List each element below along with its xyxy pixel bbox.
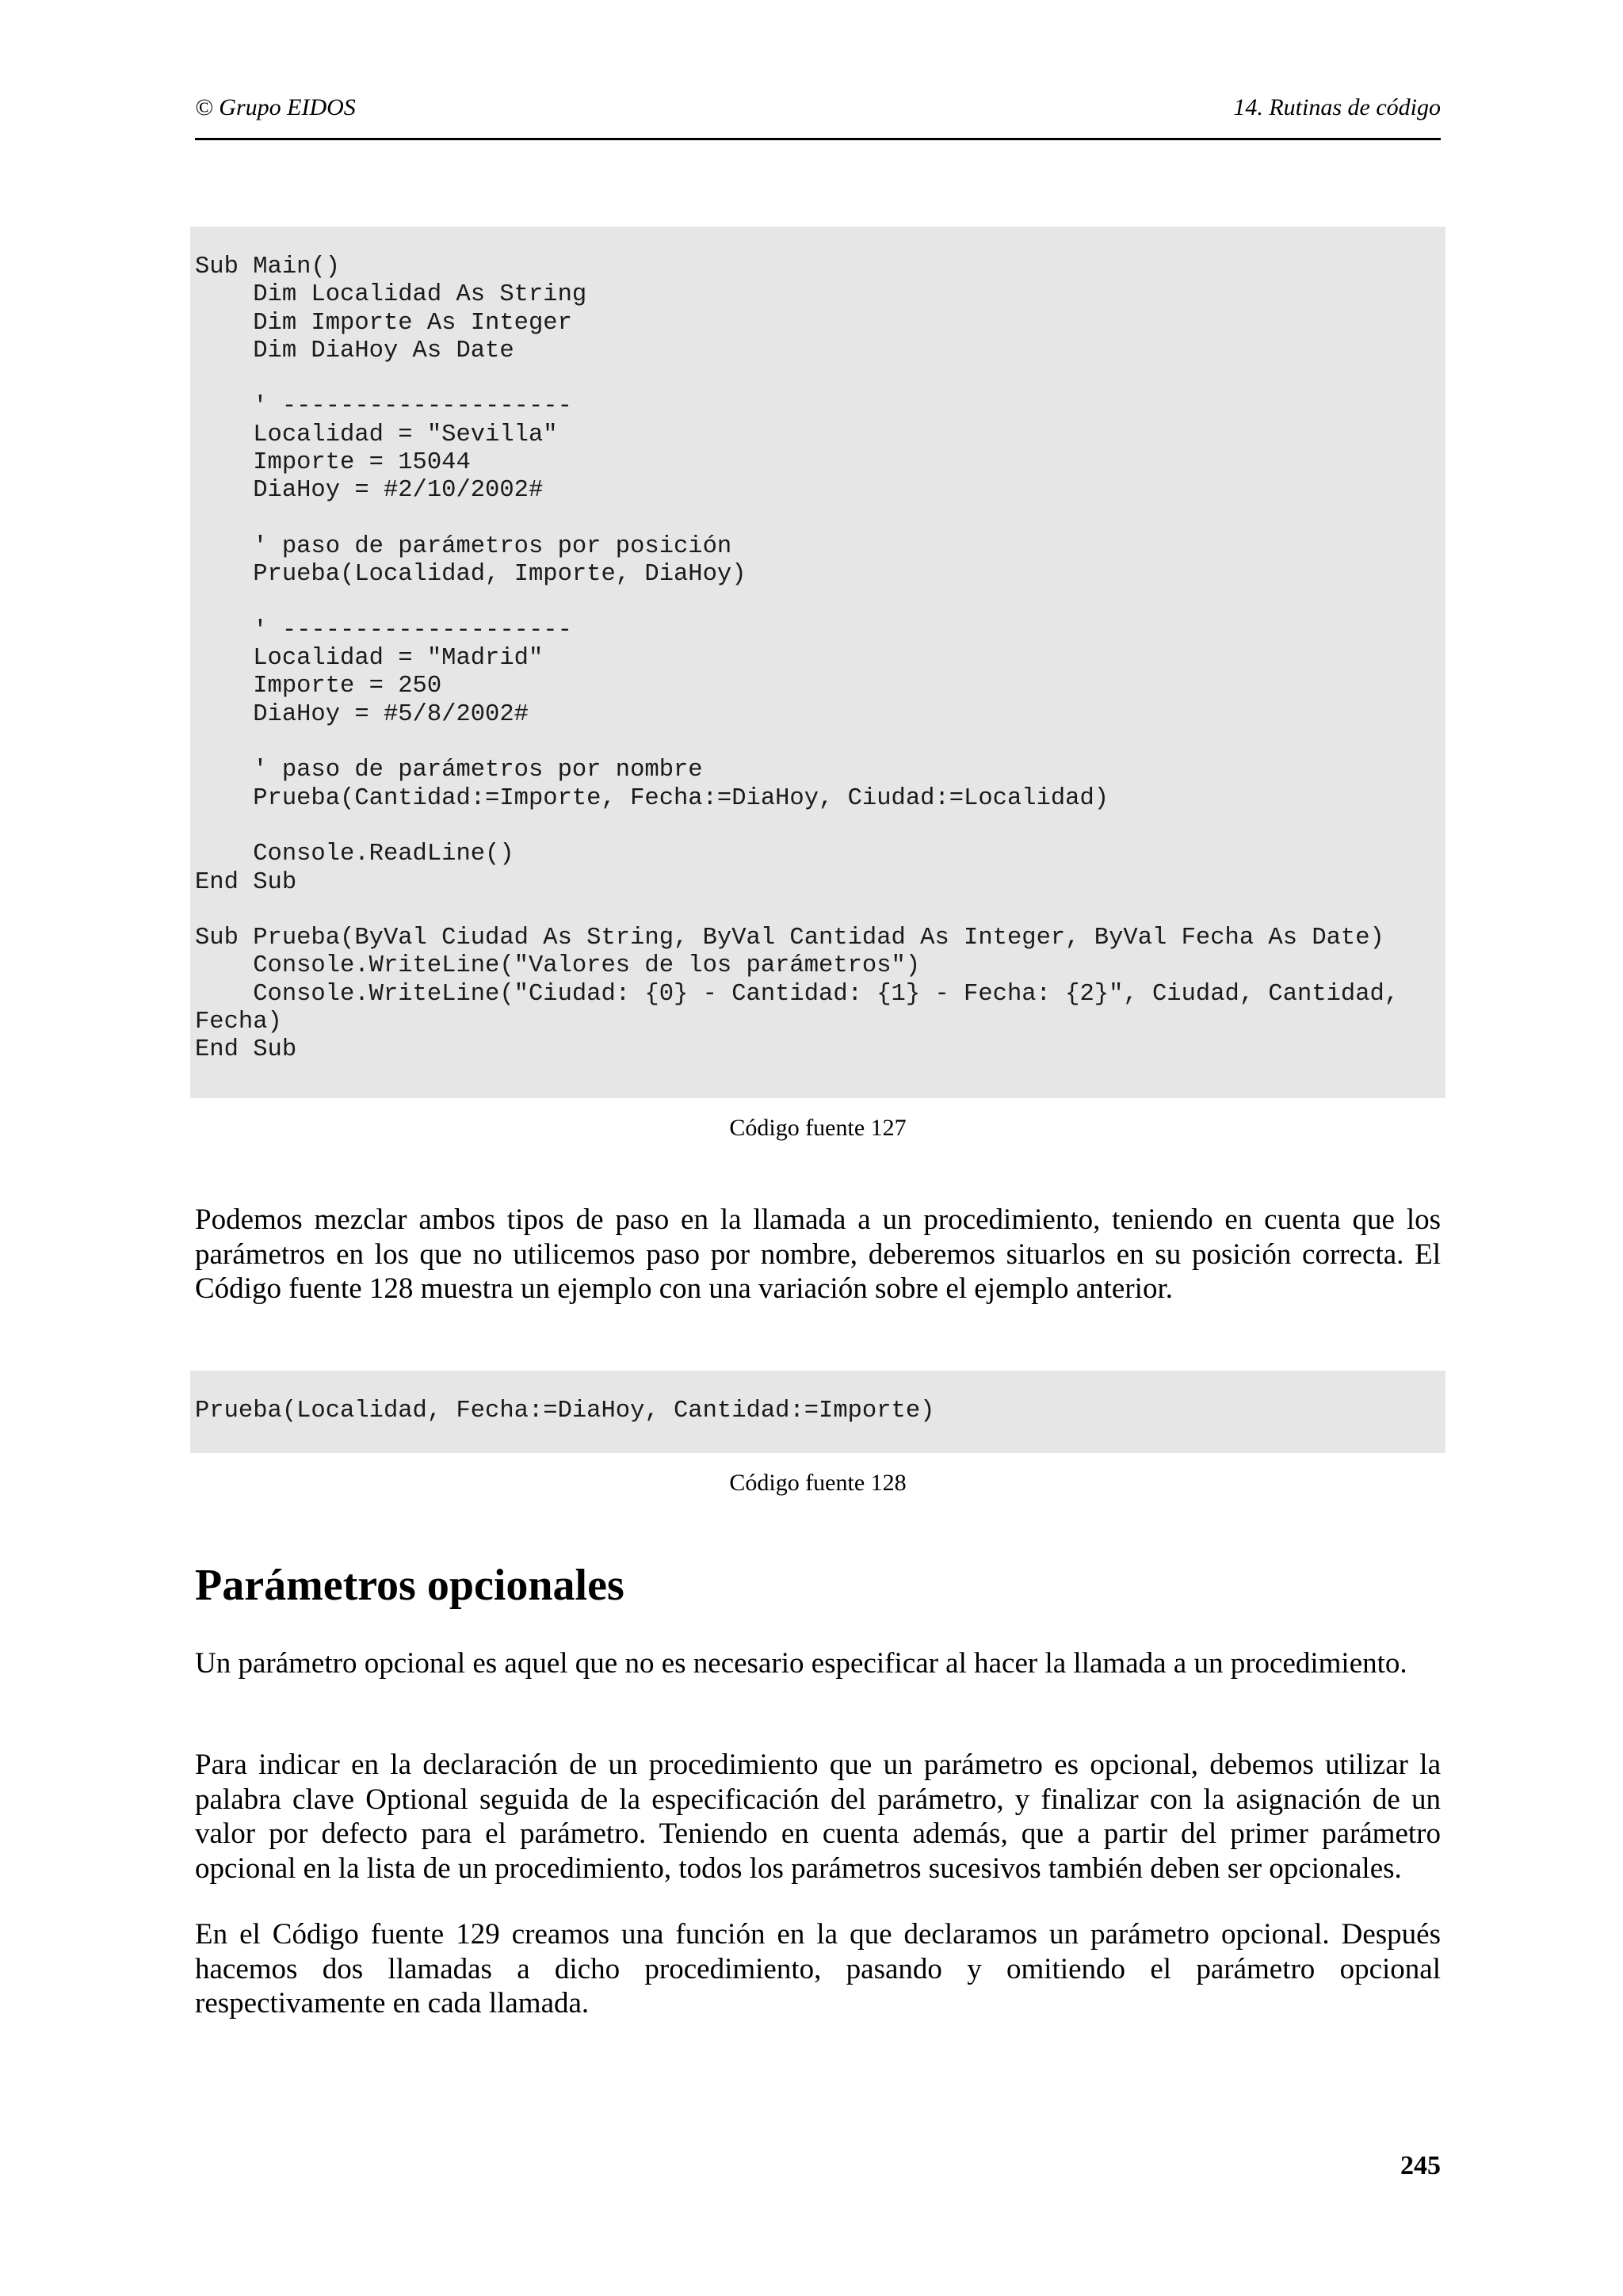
running-header-chapter: 14. Rutinas de código: [1233, 94, 1441, 120]
code-caption-128: Código fuente 128: [729, 1470, 907, 1496]
page-number: 245: [1400, 2151, 1441, 2180]
running-header-publisher: © Grupo EIDOS: [195, 94, 356, 120]
code-listing-128: Prueba(Localidad, Fecha:=DiaHoy, Cantidad:=Importe): [195, 1398, 935, 1425]
code-block-127: [190, 227, 1445, 1098]
paragraph-optional-definition: Un parámetro opcional es aquel que no es necesario especificar al hacer la llamada a un procedimiento.: [195, 1647, 1407, 1680]
code-block-128: [190, 1371, 1445, 1453]
code-caption-127: Código fuente 127: [729, 1115, 907, 1141]
section-heading: Parámetros opcionales: [195, 1561, 624, 1610]
header-rule: [195, 138, 1441, 140]
code-listing-127: Sub Main() Dim Localidad As String Dim Importe As Integer Dim DiaHoy As Date ' -------------------- Localidad = "Sevilla" Importe = 15044 DiaHoy = #2/10/2002# ' paso de parámetros por posición Prueba(Localidad, Importe, DiaHoy) ' -------------------- Localidad = "Madrid" Importe = 250 DiaHoy = #5/8/2002# ' paso de parámetros por nombre Prueba(Cantidad:=Importe, Fecha:=DiaHoy, Ciudad:=Localidad) Console.ReadLine() End Sub Sub Prueba(ByVal Ciudad As String, ByVal Cantidad As Integer, ByVal Fecha As Date) Console.WriteLine("Valores de los parámetros") Console.WriteLine("Ciudad: {0} - Cantidad: {1} - Fecha: {2}", Ciudad, Cantidad, Fecha) End Sub: [195, 254, 1400, 1064]
paragraph-mixed-passing: Podemos mezclar ambos tipos de paso en la llamada a un procedimiento, teniendo en cuenta que los parámetros en los que no utilicemos paso por nombre, deberemos situarlos en su posición correcta. El Código fuente 128 muestra un ejemplo con una variación sobre el ejemplo anterior.: [195, 1203, 1441, 1305]
paragraph-optional-declaration: Para indicar en la declaración de un procedimiento que un parámetro es opcional, debemos utilizar la palabra clave Optional seguida de la especificación del parámetro, y finalizar con la asignación de un valor por defecto para el parámetro. Teniendo en cuenta además, que a partir del primer parámetro opcional en la lista de un procedimiento, todos los parámetros sucesivos también deben ser opcionales.: [195, 1749, 1441, 1885]
paragraph-optional-example: En el Código fuente 129 creamos una función en la que declaramos un parámetro opcional. Después hacemos dos llamadas a dicho procedimiento, pasando y omitiendo el parámetro opcional respectivamente en cada llamada.: [195, 1918, 1441, 2019]
